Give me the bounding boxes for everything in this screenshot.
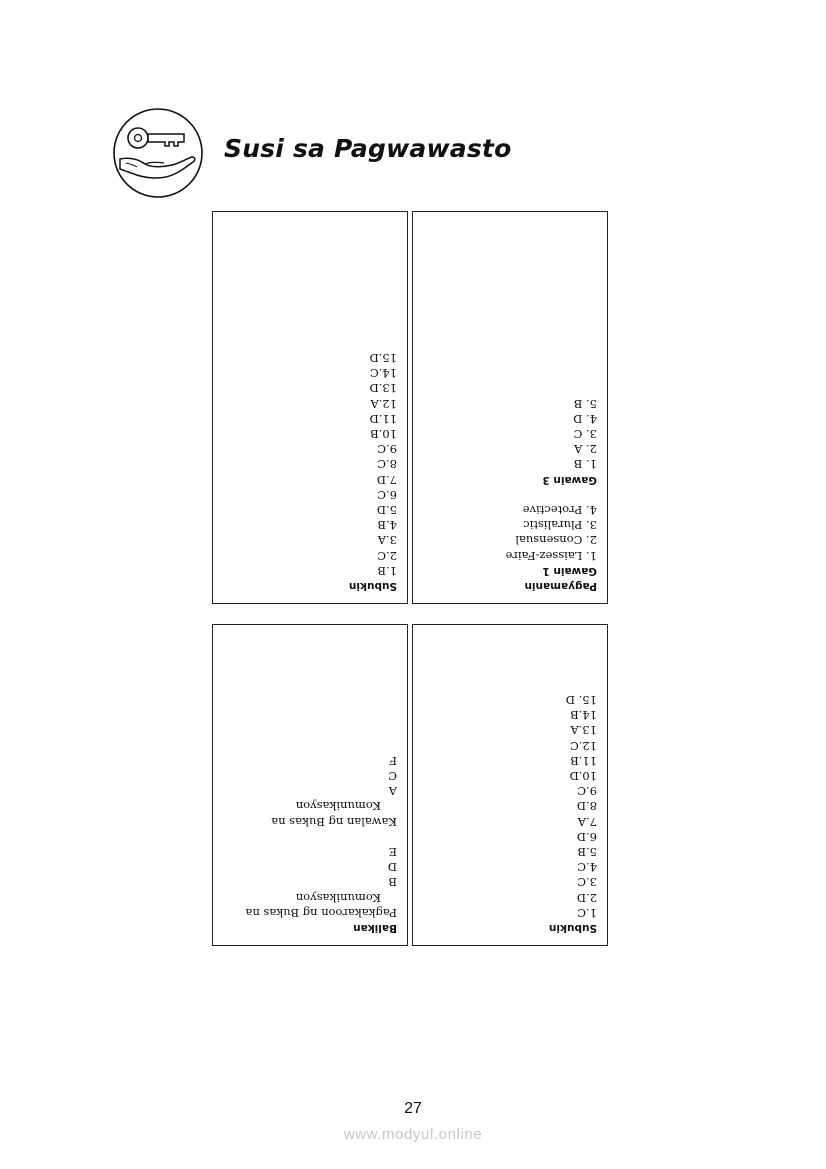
list-item: 6.D bbox=[576, 829, 597, 844]
list-item: 3. Pluralistic bbox=[523, 518, 597, 533]
list-item: 14.B bbox=[570, 708, 597, 723]
list-item: Komunikasyon bbox=[295, 799, 381, 814]
list-item: 13.A bbox=[570, 723, 597, 738]
list-item: Pagkakaroon ng Bukas na bbox=[245, 905, 397, 920]
list-item: 4.B bbox=[377, 518, 397, 533]
list-item: F bbox=[389, 753, 397, 768]
list-item: 7.A bbox=[577, 814, 597, 829]
list-item: D bbox=[387, 860, 397, 875]
list-item: A bbox=[388, 784, 397, 799]
list-item: 11.B bbox=[570, 753, 597, 768]
list-item: 2. Consensual bbox=[515, 533, 597, 548]
list-item: 1. B bbox=[573, 457, 597, 472]
list-item: 2.C bbox=[377, 548, 397, 563]
list-item: 9.C bbox=[577, 784, 597, 799]
answer-panel-pagyamanin bbox=[412, 211, 608, 604]
list-item: 5.B bbox=[577, 844, 597, 859]
list-item: 15.D bbox=[369, 350, 397, 365]
list-item: 12.A bbox=[370, 396, 397, 411]
list-item: 14.C bbox=[369, 366, 397, 381]
spacer bbox=[423, 487, 597, 502]
key-in-hand-icon bbox=[112, 107, 204, 199]
answer-panel-subukin-top bbox=[212, 211, 408, 604]
list-item: 7.D bbox=[376, 472, 397, 487]
page-number: 27 bbox=[404, 1100, 422, 1117]
list-item: B bbox=[388, 875, 397, 890]
list-item: 3. C bbox=[573, 426, 597, 441]
group-heading: Gawain 1 bbox=[542, 564, 597, 577]
panel-heading: Subukin bbox=[348, 580, 397, 592]
list-item: 1.B bbox=[377, 563, 397, 578]
list-item: Komunikasyon bbox=[295, 890, 381, 905]
list-item: 4. D bbox=[573, 411, 597, 426]
panel-heading: Balikan bbox=[353, 922, 397, 934]
list-item: Kawalan ng Bukas na bbox=[271, 814, 397, 829]
list-item: 8.C bbox=[377, 457, 397, 472]
answer-panel-subukin-bottom bbox=[412, 624, 608, 946]
list-item: 6.C bbox=[377, 487, 397, 502]
list-item: E bbox=[388, 844, 397, 859]
list-item: 8.D bbox=[576, 799, 597, 814]
list-item: 2.D bbox=[576, 890, 597, 905]
list-item: 1.C bbox=[577, 905, 597, 920]
list-item: 10.B bbox=[370, 426, 397, 441]
spacer bbox=[223, 829, 397, 844]
list-item: 2. A bbox=[574, 442, 597, 457]
group-heading: Gawain 3 bbox=[542, 473, 597, 486]
list-item: 11.D bbox=[369, 411, 397, 426]
panel-heading: Subukin bbox=[548, 922, 597, 934]
page-title: Susi sa Pagwawasto bbox=[224, 134, 512, 163]
list-item: 4.C bbox=[577, 860, 597, 875]
list-item: 5. B bbox=[573, 396, 597, 411]
list-item: 1. Laissez-Faire bbox=[505, 548, 597, 563]
watermark: www.modyul.online bbox=[343, 1126, 483, 1143]
panel-heading: Pagyamanin bbox=[524, 580, 597, 592]
list-item: 12.C bbox=[569, 738, 597, 753]
list-item: 5.D bbox=[376, 502, 397, 517]
list-item: 3.C bbox=[577, 875, 597, 890]
list-item: 9.C bbox=[377, 442, 397, 457]
list-item: 15. D bbox=[565, 692, 597, 707]
list-item: 10.D bbox=[569, 768, 597, 783]
answer-key-logo bbox=[112, 107, 204, 199]
list-item: C bbox=[388, 768, 397, 783]
list-item: 4. Protective bbox=[522, 502, 597, 517]
list-item: 13.D bbox=[369, 381, 397, 396]
list-item: 3.A bbox=[377, 533, 397, 548]
answer-panel-balikan bbox=[212, 624, 408, 946]
